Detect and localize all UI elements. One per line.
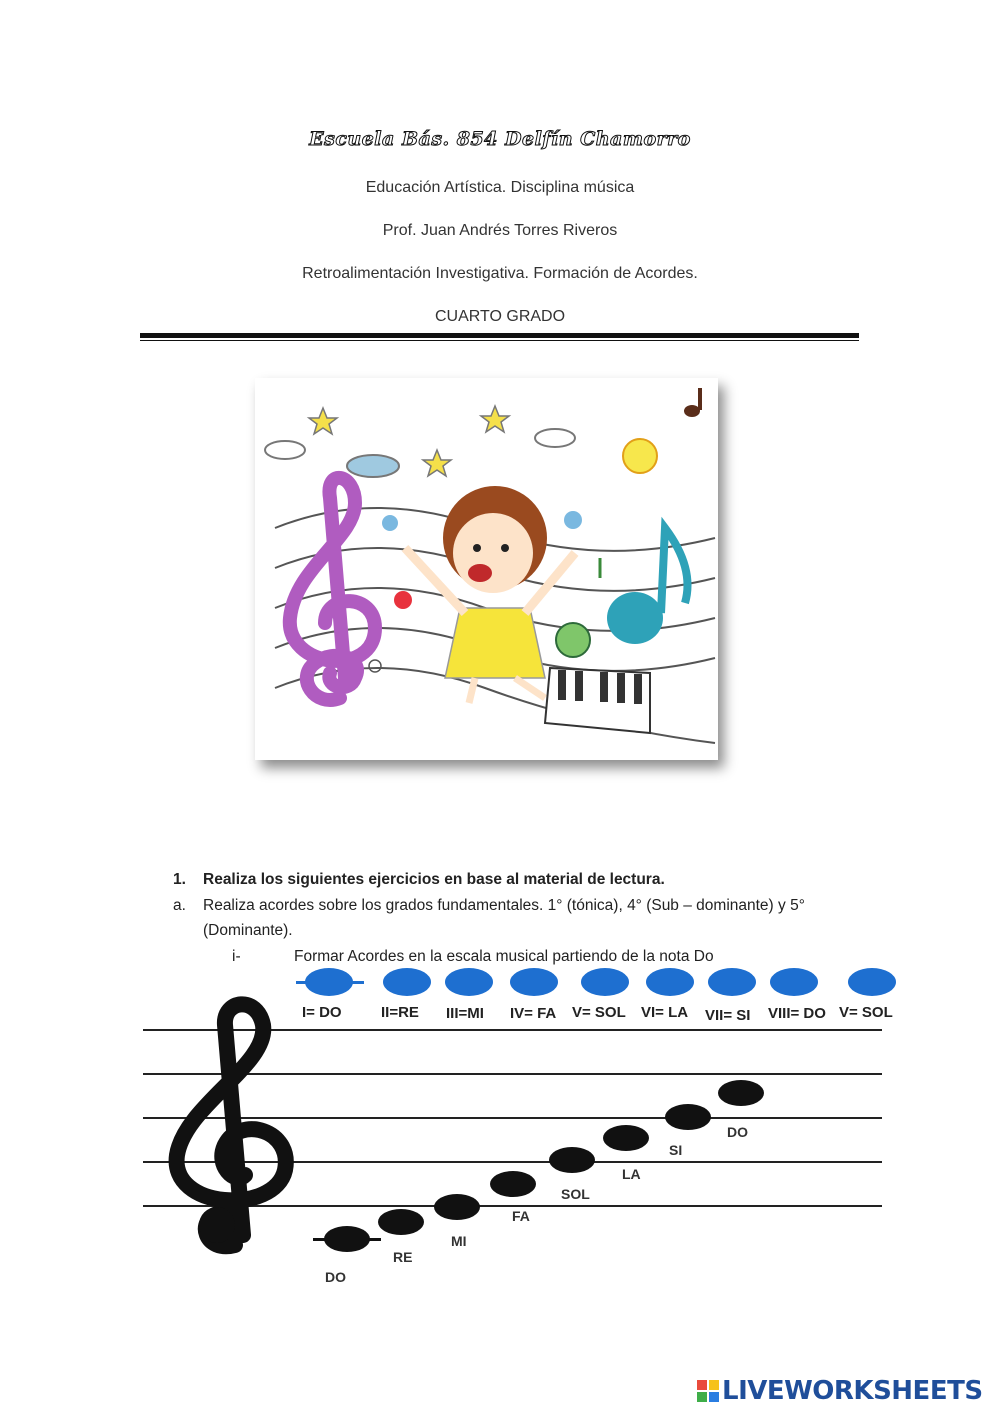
grade-line: CUARTO GRADO	[434, 308, 566, 325]
item-1-text: Realiza los siguientes ejercicios en base al material de lectura.	[203, 871, 665, 888]
answer-blank-6[interactable]	[646, 968, 694, 996]
header-rule	[140, 333, 859, 338]
item-i-text: Formar Acordes en la escala musical partiendo de la nota Do	[294, 948, 714, 965]
degree-label: IV= FA	[510, 1005, 557, 1022]
item-i-numeral: i-	[232, 948, 241, 965]
note-head-fa	[490, 1171, 536, 1197]
note-label-do-high: DO	[727, 1124, 748, 1140]
degree-label: V= SOL	[572, 1004, 626, 1021]
note-head-re	[378, 1209, 424, 1235]
item-a-letter: a.	[173, 897, 186, 914]
note-label-fa: FA	[512, 1208, 530, 1224]
degree-label: V= SOL	[839, 1004, 893, 1021]
answer-blank-7[interactable]	[708, 968, 756, 996]
item-a-line1: Realiza acordes sobre los grados fundamentales. 1° (tónica), 4° (Sub – dominante) y 5°	[203, 897, 805, 914]
item-a-line2: (Dominante).	[203, 922, 293, 939]
answer-blank-3[interactable]	[445, 968, 493, 996]
treble-clef-icon	[165, 995, 315, 1255]
item-1-number: 1.	[173, 871, 186, 888]
note-head-mi	[434, 1194, 480, 1220]
answer-blank-2[interactable]	[383, 968, 431, 996]
answer-blank-4[interactable]	[510, 968, 558, 996]
note-head-la	[603, 1125, 649, 1151]
note-label-sol: SOL	[561, 1186, 590, 1202]
degree-label: II=RE	[381, 1004, 419, 1021]
answer-blank-1[interactable]	[305, 968, 353, 996]
teacher-line: Prof. Juan Andrés Torres Riveros	[382, 222, 618, 239]
header-rule-thin	[140, 340, 859, 341]
degree-label: III=MI	[446, 1005, 484, 1022]
liveworksheets-brand[interactable]: LIVEWORKSHEETS	[722, 1376, 983, 1406]
degree-label: VII= SI	[705, 1007, 751, 1024]
school-name: Escuela Bás. 854 Delfín Chamorro	[309, 128, 691, 150]
note-head-si	[665, 1104, 711, 1130]
note-head-do-high	[718, 1080, 764, 1106]
answer-blank-9[interactable]	[848, 968, 896, 996]
note-label-si: SI	[669, 1142, 683, 1158]
note-head-do	[324, 1226, 370, 1252]
subject-line: Educación Artística. Disciplina música	[365, 179, 635, 196]
topic-line: Retroalimentación Investigativa. Formación de Acordes.	[302, 265, 698, 282]
note-head-sol	[549, 1147, 595, 1173]
note-label-mi: MI	[451, 1233, 467, 1249]
note-label-la: LA	[622, 1166, 641, 1182]
answer-blank-5[interactable]	[581, 968, 629, 996]
degree-label: I= DO	[302, 1004, 342, 1021]
degree-label: VI= LA	[641, 1004, 689, 1021]
note-label-re: RE	[393, 1249, 413, 1265]
degree-label: VIII= DO	[768, 1005, 826, 1022]
liveworksheets-logo-icon	[697, 1380, 719, 1402]
note-label-do: DO	[325, 1269, 346, 1285]
answer-blank-8[interactable]	[770, 968, 818, 996]
music-girl-illustration	[255, 378, 718, 760]
